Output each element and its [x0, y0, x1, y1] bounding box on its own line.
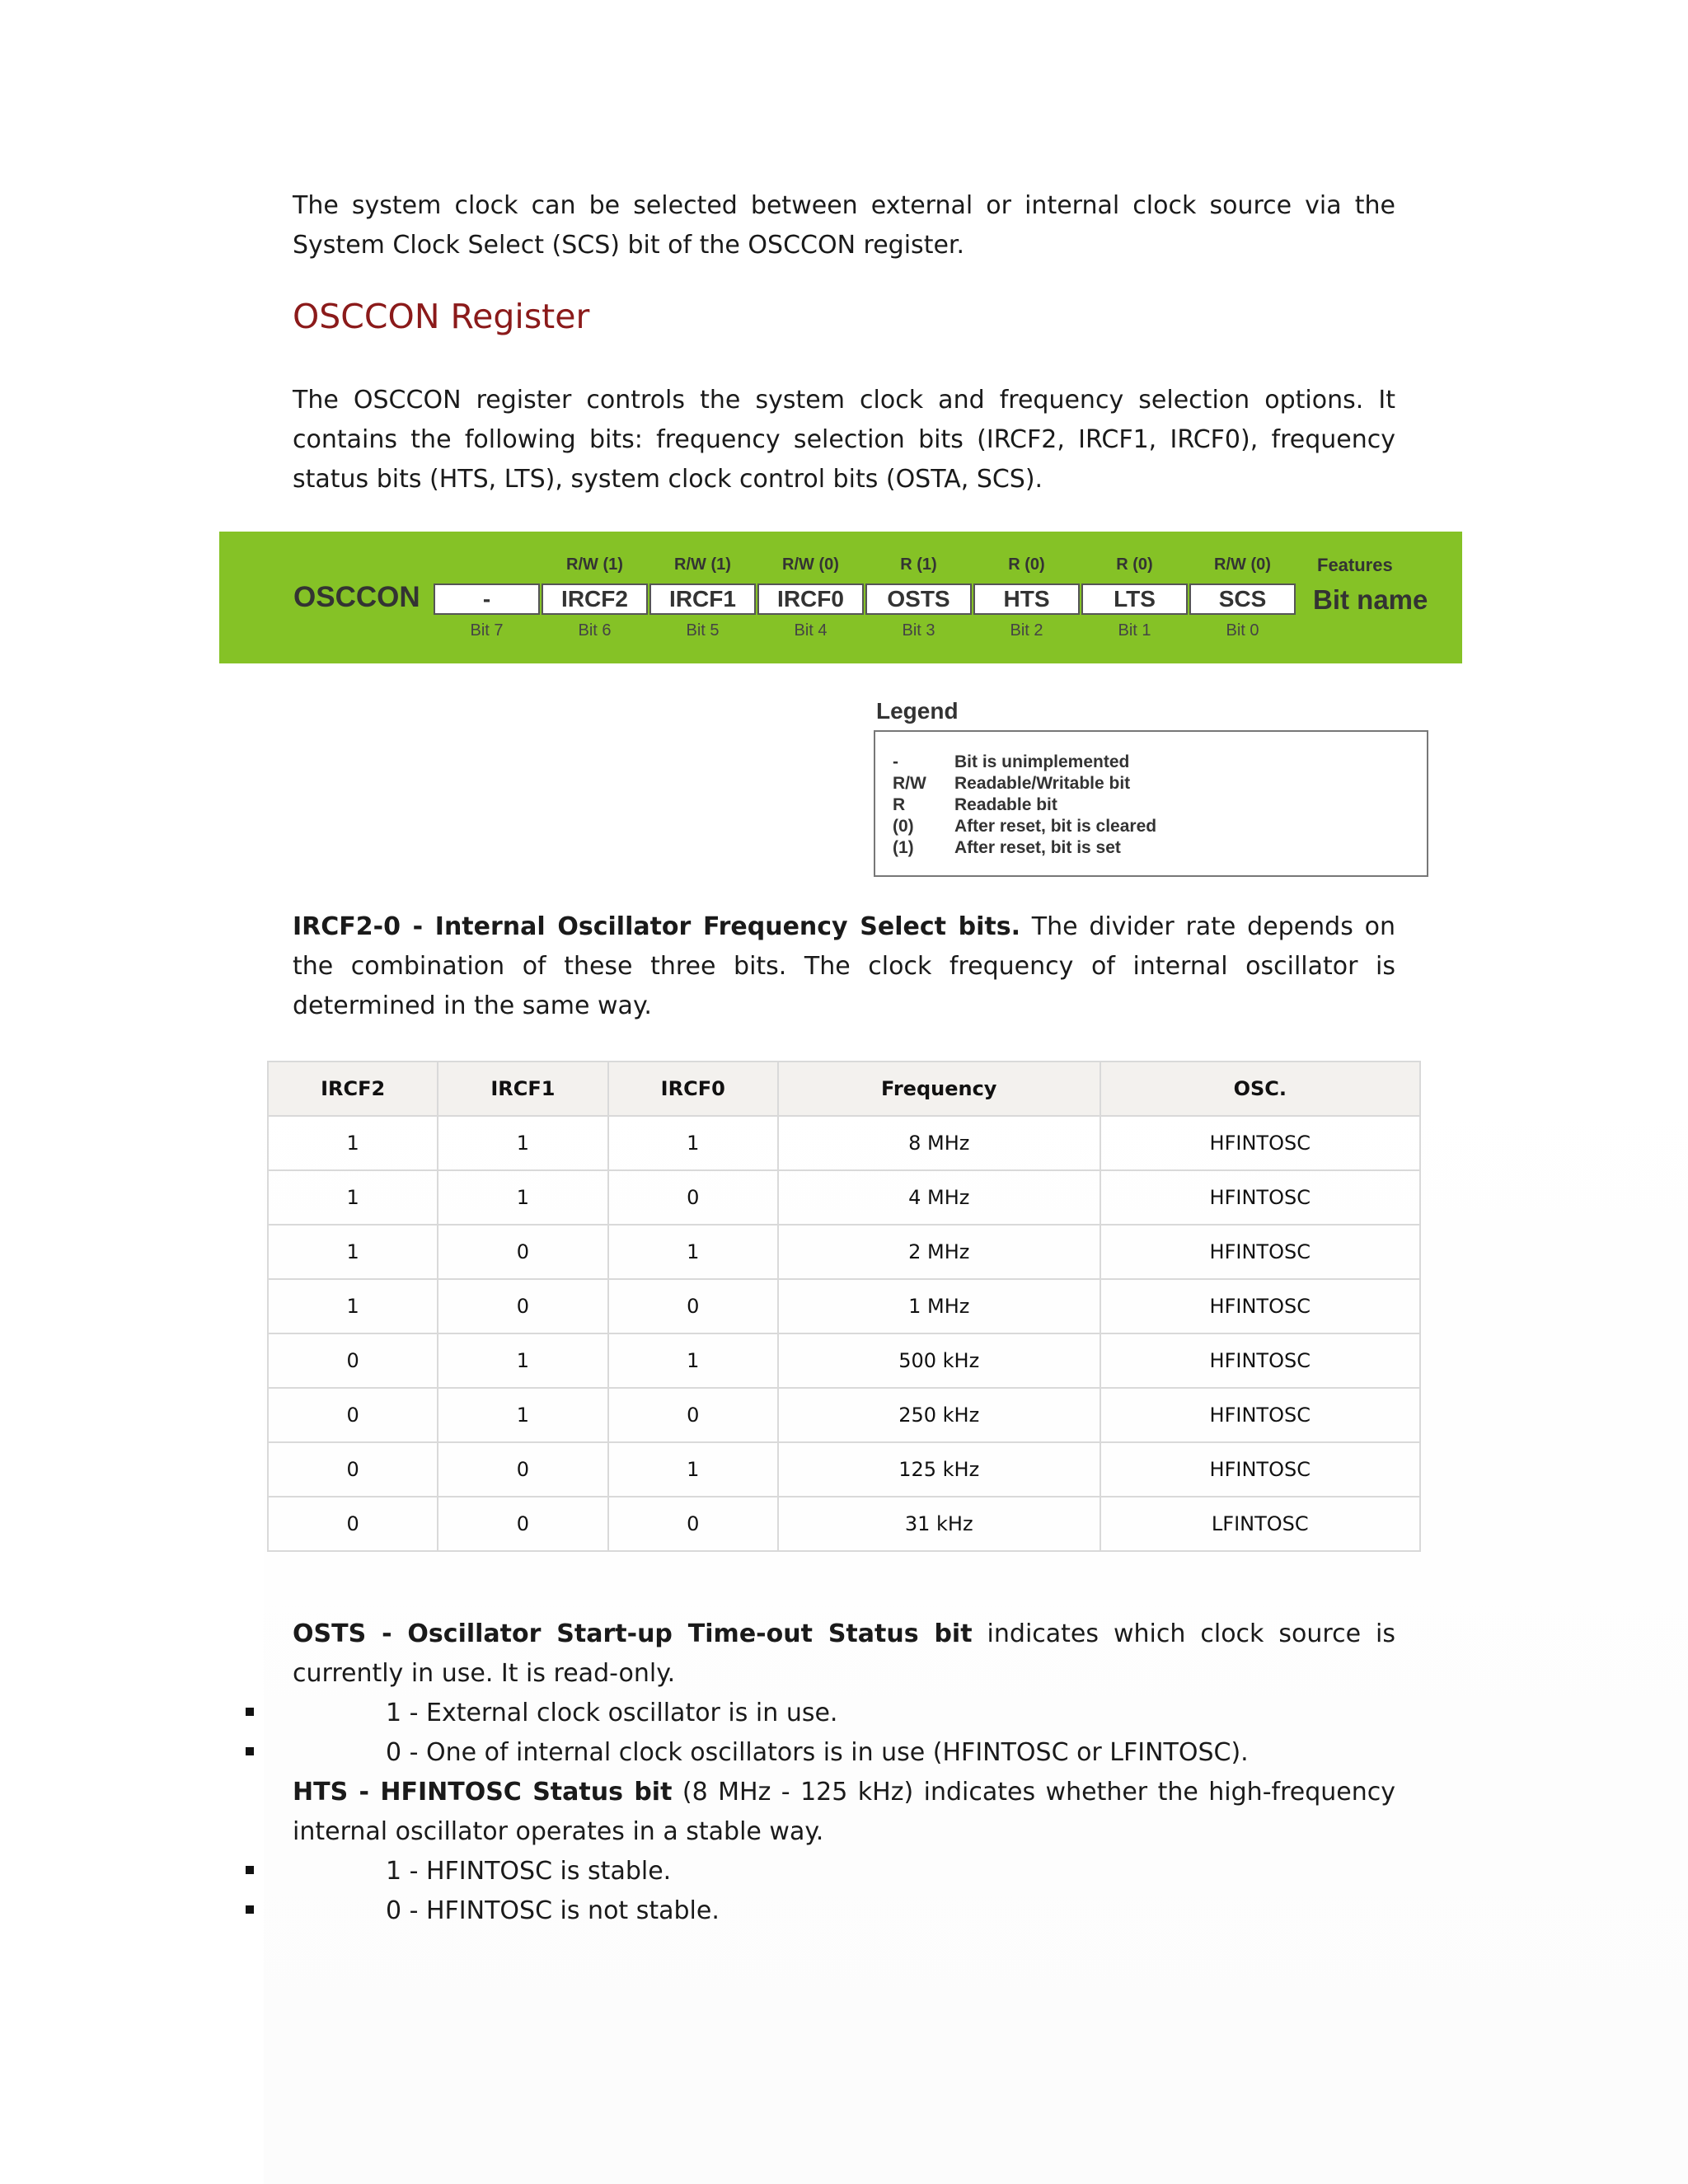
- table-cell: 1: [608, 1333, 778, 1388]
- table-cell: 2 MHz: [778, 1225, 1100, 1279]
- features-label: Features: [1317, 555, 1393, 575]
- legend-symbol: (1): [893, 838, 914, 857]
- table-body: [268, 1116, 1420, 1551]
- table-cell: HFINTOSC: [1100, 1388, 1420, 1442]
- bullet-icon: [246, 1747, 254, 1755]
- table-cell: 31 kHz: [778, 1497, 1100, 1551]
- table-cell: 1: [438, 1170, 607, 1225]
- column-header: OSC.: [1100, 1062, 1420, 1116]
- table-cell: 1: [438, 1388, 607, 1442]
- table-cell: 0: [268, 1388, 438, 1442]
- table-cell: 0: [438, 1442, 607, 1497]
- table-row: [268, 1388, 1420, 1442]
- legend-row: [893, 752, 1129, 773]
- table-cell: 0: [268, 1497, 438, 1551]
- osts-text: indicates which clock source is currently in use. It is read-only.: [293, 1619, 1395, 1688]
- legend-row: [893, 773, 1130, 794]
- ircf-paragraph: [293, 907, 1395, 1026]
- register-access-label: R/W (1): [674, 555, 731, 574]
- register-bit-number: Bit 7: [470, 621, 504, 640]
- table-cell: 1: [438, 1116, 607, 1170]
- column-header: IRCF2: [268, 1062, 438, 1116]
- table-cell: HFINTOSC: [1100, 1279, 1420, 1333]
- table-cell: 1: [438, 1333, 607, 1388]
- legend-title: Legend: [876, 698, 959, 724]
- legend-description: Readable bit: [954, 795, 1057, 814]
- register-bit-cell: IRCF0: [757, 583, 864, 615]
- legend-symbol: R/W: [893, 774, 926, 793]
- register-bit-number: Bit 6: [578, 621, 612, 640]
- intro-paragraph: The system clock can be selected between external or internal clock source via the System Clock Select (SCS) bit of the OSCCON register.: [293, 191, 1395, 260]
- legend-description: After reset, bit is cleared: [954, 817, 1157, 836]
- ircf-text: The divider rate depends on the combination of these three bits. The clock frequency of internal oscillator is determined in the same way.: [293, 912, 1395, 1020]
- table-row: [268, 1116, 1420, 1170]
- table-cell: 1: [268, 1170, 438, 1225]
- legend-description: Readable/Writable bit: [954, 774, 1131, 793]
- ircf-bold-title: IRCF2-0 - Internal Oscillator Frequency Select bits.: [293, 912, 1021, 941]
- table-cell: HFINTOSC: [1100, 1333, 1420, 1388]
- register-bit-number: Bit 2: [1010, 621, 1043, 640]
- table-cell: 0: [438, 1225, 607, 1279]
- hts-item-1: 1 - HFINTOSC is stable.: [386, 1857, 672, 1886]
- table-cell: 1: [608, 1225, 778, 1279]
- bullet-icon: [246, 1866, 254, 1874]
- table-cell: 0: [608, 1170, 778, 1225]
- register-bit-number: Bit 3: [902, 621, 935, 640]
- osts-item-0: 0 - One of internal clock oscillators is in use (HFINTOSC or LFINTOSC).: [386, 1738, 1249, 1767]
- hts-bold-title: HTS - HFINTOSC Status bit: [293, 1778, 673, 1807]
- table-cell: 0: [268, 1442, 438, 1497]
- table-cell: HFINTOSC: [1100, 1442, 1420, 1497]
- register-access-label: R (0): [1116, 555, 1153, 574]
- table-row: [268, 1333, 1420, 1388]
- register-bit-cell: LTS: [1081, 583, 1188, 615]
- table-row: [268, 1279, 1420, 1333]
- table-cell: 0: [608, 1497, 778, 1551]
- table-cell: 0: [438, 1497, 607, 1551]
- osts-paragraph: [293, 1615, 1395, 1694]
- register-bit-number: Bit 4: [794, 621, 828, 640]
- register-access-label: R/W (1): [566, 555, 623, 574]
- table-cell: 1: [268, 1279, 438, 1333]
- table-cell: HFINTOSC: [1100, 1116, 1420, 1170]
- table-cell: 1: [608, 1116, 778, 1170]
- legend-row: [893, 816, 1156, 837]
- table-cell: HFINTOSC: [1100, 1225, 1420, 1279]
- table-cell: LFINTOSC: [1100, 1497, 1420, 1551]
- legend-description: Bit is unimplemented: [954, 752, 1130, 771]
- column-header: IRCF1: [438, 1062, 607, 1116]
- table-cell: 8 MHz: [778, 1116, 1100, 1170]
- table-row: [268, 1442, 1420, 1497]
- table-cell: 0: [438, 1279, 607, 1333]
- table-cell: 500 kHz: [778, 1333, 1100, 1388]
- register-access-label: R (0): [1008, 555, 1045, 574]
- table-cell: 4 MHz: [778, 1170, 1100, 1225]
- register-bit-cell: -: [434, 583, 540, 615]
- column-header: Frequency: [778, 1062, 1100, 1116]
- table-header-row: [268, 1062, 1420, 1116]
- table-cell: 0: [608, 1279, 778, 1333]
- bit-name-label: Bit name: [1313, 584, 1428, 615]
- register-bit-cell: OSTS: [865, 583, 972, 615]
- hts-item-0: 0 - HFINTOSC is not stable.: [386, 1896, 720, 1925]
- register-access-label: R/W (0): [1214, 555, 1271, 574]
- table-cell: 125 kHz: [778, 1442, 1100, 1497]
- table-row: [268, 1497, 1420, 1551]
- table-row: [268, 1225, 1420, 1279]
- table-cell: 1: [608, 1442, 778, 1497]
- register-bit-number: Bit 1: [1118, 621, 1151, 640]
- osccon-paragraph: The OSCCON register controls the system clock and frequency selection options. It contains the following bits: frequency selection bits (IRCF2, IRCF1, IRCF0), frequency status bits (HTS, LTS), system clock control bits (OSTA, SCS).: [293, 386, 1395, 494]
- register-bit-number: Bit 5: [686, 621, 720, 640]
- frequency-table: [267, 1061, 1421, 1552]
- register-bit-cell: IRCF1: [649, 583, 756, 615]
- hts-paragraph: [293, 1773, 1395, 1852]
- bullet-icon: [246, 1905, 254, 1914]
- column-header: IRCF0: [608, 1062, 778, 1116]
- legend-symbol: R: [893, 795, 906, 814]
- legend-symbol: -: [893, 752, 898, 771]
- table-row: [268, 1170, 1420, 1225]
- table-cell: 1 MHz: [778, 1279, 1100, 1333]
- legend-row: [893, 837, 1121, 859]
- osts-item-1: 1 - External clock oscillator is in use.: [386, 1699, 838, 1727]
- table-cell: HFINTOSC: [1100, 1170, 1420, 1225]
- register-bit-cell: IRCF2: [542, 583, 648, 615]
- legend-row: [893, 794, 1057, 816]
- section-heading: OSCCON Register: [293, 297, 590, 336]
- register-access-label: R (1): [900, 555, 937, 574]
- table-cell: 0: [268, 1333, 438, 1388]
- osts-bold-title: OSTS - Oscillator Start-up Time-out Status bit: [293, 1619, 973, 1648]
- legend-symbol: (0): [893, 817, 914, 836]
- table-cell: 1: [268, 1116, 438, 1170]
- register-bit-cell: SCS: [1189, 583, 1296, 615]
- register-bit-cell: HTS: [973, 583, 1080, 615]
- register-access-label: R/W (0): [782, 555, 839, 574]
- legend-box: [874, 730, 1428, 877]
- osccon-register-diagram: [219, 532, 1462, 663]
- table-cell: 0: [608, 1388, 778, 1442]
- bullet-icon: [246, 1708, 254, 1716]
- table-cell: 250 kHz: [778, 1388, 1100, 1442]
- legend-description: After reset, bit is set: [954, 838, 1121, 857]
- register-name: OSCCON: [293, 581, 420, 613]
- table-cell: 1: [268, 1225, 438, 1279]
- hts-text: (8 MHz - 125 kHz) indicates whether the high-frequency internal oscillator operates in a stable way.: [293, 1778, 1395, 1846]
- register-bit-number: Bit 0: [1226, 621, 1259, 640]
